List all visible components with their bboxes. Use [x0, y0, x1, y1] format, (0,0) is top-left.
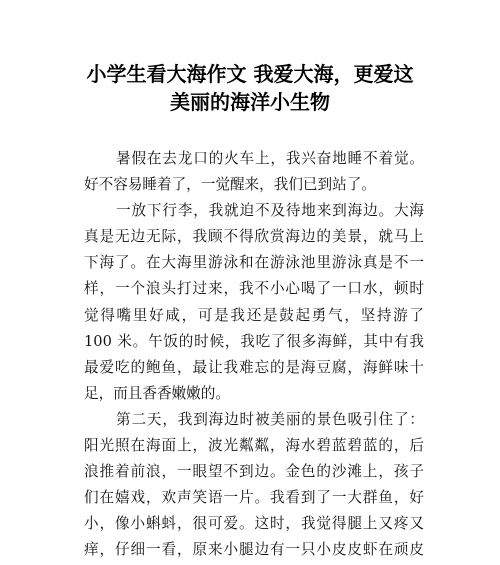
title-line-2: 美丽的海洋小生物 — [170, 90, 330, 114]
paragraph-2-line-8: 足，而且香香嫩嫩的。 — [84, 384, 230, 402]
paragraph-2-line-1: 一放下行李，我就迫不及待地来到海边。大海 — [116, 202, 424, 220]
paragraph-2-line-3: 下海了。在大海里游泳和在游泳池里游泳真是不一 — [84, 254, 424, 272]
paragraph-2-line-7: 最爱吃的鲍鱼，最让我难忘的是海豆腐，海鲜味十 — [84, 358, 424, 376]
paragraph-3-line-6: 痒，仔细一看，原来小腿边有一只小皮皮虾在顽皮 — [84, 541, 424, 559]
article-title — [60, 60, 440, 116]
paragraph-3-line-1: 第二天，我到海边时被美丽的景色吸引住了： — [116, 410, 424, 428]
paragraph-1-line-1: 暑假在去龙口的火车上，我兴奋地睡不着觉。 — [116, 150, 424, 167]
title-line-1: 小学生看大海作文 我爱大海，更爱这 — [86, 62, 414, 86]
paragraph-1-line-2: 好不容易睡着了，一觉醒来，我们已到站了。 — [84, 176, 376, 194]
paragraph-2-line-2: 真是无边无际，我顾不得欣赏海边的美景，就马上 — [84, 228, 424, 246]
paragraph-3-line-3: 浪推着前浪，一眼望不到边。金色的沙滩上，孩子 — [84, 463, 424, 481]
paragraph-3-line-2: 阳光照在海面上，波光粼粼，海水碧蓝碧蓝的，后 — [84, 437, 424, 455]
paragraph-3-line-4: 们在嬉戏，欢声笑语一片。我看到了一大群鱼，好 — [84, 489, 424, 507]
paragraph-2-line-5: 觉得嘴里好咸，可是我还是鼓起勇气，坚持游了 — [84, 306, 424, 324]
article-body — [84, 146, 424, 564]
paragraph-3-line-5: 小，像小蝌蚪，很可爱。这时，我觉得腿上又疼又 — [84, 515, 424, 533]
paragraph-2-line-4: 样，一个浪头打过来，我不小心喝了一口水，顿时 — [84, 280, 424, 298]
paragraph-2-line-6: 100 米。午饭的时候，我吃了很多海鲜，其中有我 — [84, 332, 424, 350]
